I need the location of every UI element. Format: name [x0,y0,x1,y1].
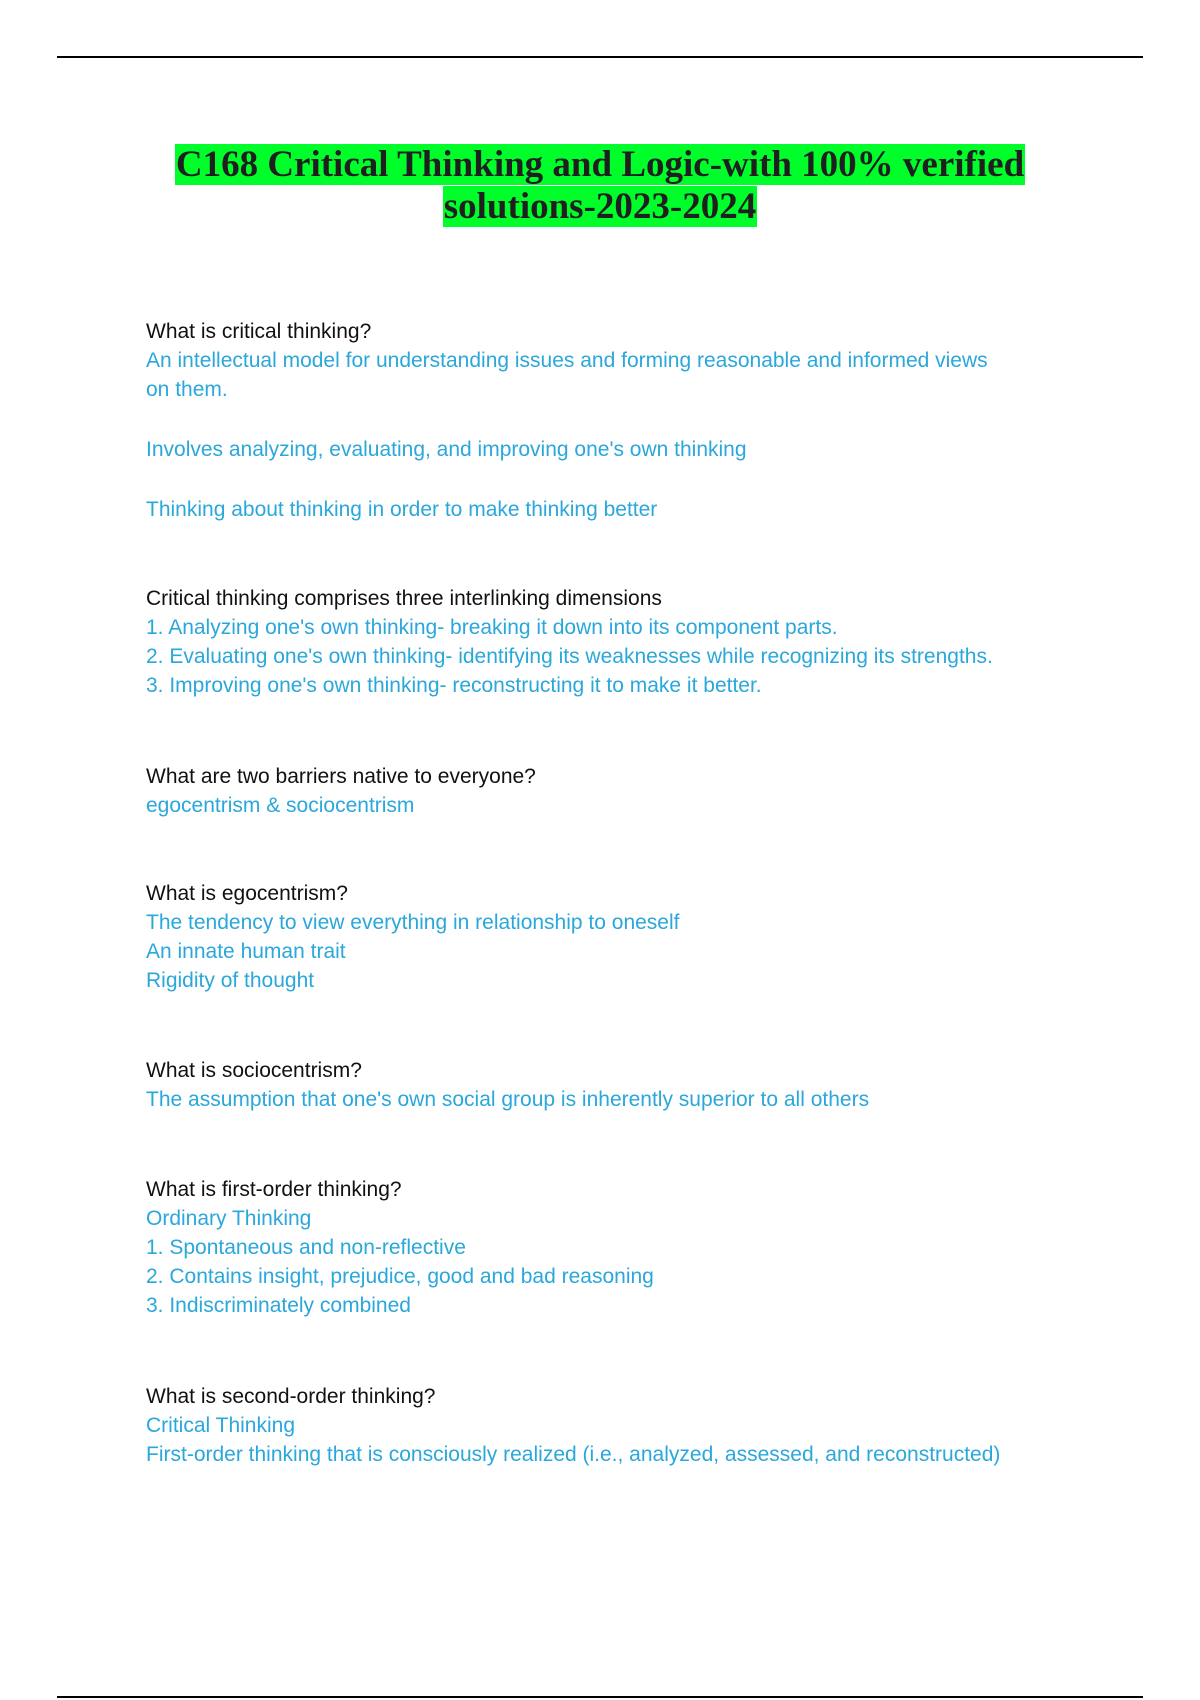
qa-block [146,1175,1066,1320]
question: What is sociocentrism? [146,1059,362,1082]
question: What is egocentrism? [146,882,348,905]
answer-line: The assumption that one's own social group is inherently superior to all others [146,1088,870,1111]
question: What is first-order thinking? [146,1178,402,1201]
qa-block [146,317,1066,524]
answer-line: 3. Indiscriminately combined [146,1294,411,1317]
answer-line: First-order thinking that is consciously realized (i.e., analyzed, assessed, and reconstructed) [146,1443,1001,1466]
bottom-rule [57,1696,1143,1698]
answer-line: 2. Evaluating one's own thinking- identifying its weaknesses while recognizing its strengths. [146,645,993,668]
question: Critical thinking comprises three interlinking dimensions [146,587,662,610]
answer-line: 1. Spontaneous and non-reflective [146,1236,466,1259]
answer-line: Ordinary Thinking [146,1207,312,1230]
title-line-1: C168 Critical Thinking and Logic-with 100% verified [175,144,1025,185]
title-line-2: solutions-2023-2024 [443,186,757,227]
qa-block [146,1382,1066,1469]
question: What is second-order thinking? [146,1385,436,1408]
answer-line: 3. Improving one's own thinking- reconstructing it to make it better. [146,674,762,697]
answer-line: Critical Thinking [146,1414,295,1437]
blank-line [146,404,1066,435]
question: What are two barriers native to everyone? [146,765,536,788]
blank-line [146,464,1066,495]
answer-line: The tendency to view everything in relationship to oneself [146,911,680,934]
answer-line: An intellectual model for understanding issues and forming reasonable and informed views [146,349,988,372]
answer-line: 2. Contains insight, prejudice, good and bad reasoning [146,1265,654,1288]
answer-line: Involves analyzing, evaluating, and improving one's own thinking [146,438,747,461]
answer-line: egocentrism & sociocentrism [146,794,415,817]
qa-block [146,762,1066,820]
qa-block [146,584,1066,700]
answer-line: 1. Analyzing one's own thinking- breaking it down into its component parts. [146,616,838,639]
answer-line: on them. [146,378,228,401]
answer-line: Rigidity of thought [146,969,315,992]
qa-block [146,879,1066,995]
answer-line: An innate human trait [146,940,346,963]
question: What is critical thinking? [146,320,372,343]
qa-block [146,1056,1066,1114]
answer-line: Thinking about thinking in order to make thinking better [146,498,658,521]
document-title [0,144,1200,228]
top-rule [57,56,1143,58]
